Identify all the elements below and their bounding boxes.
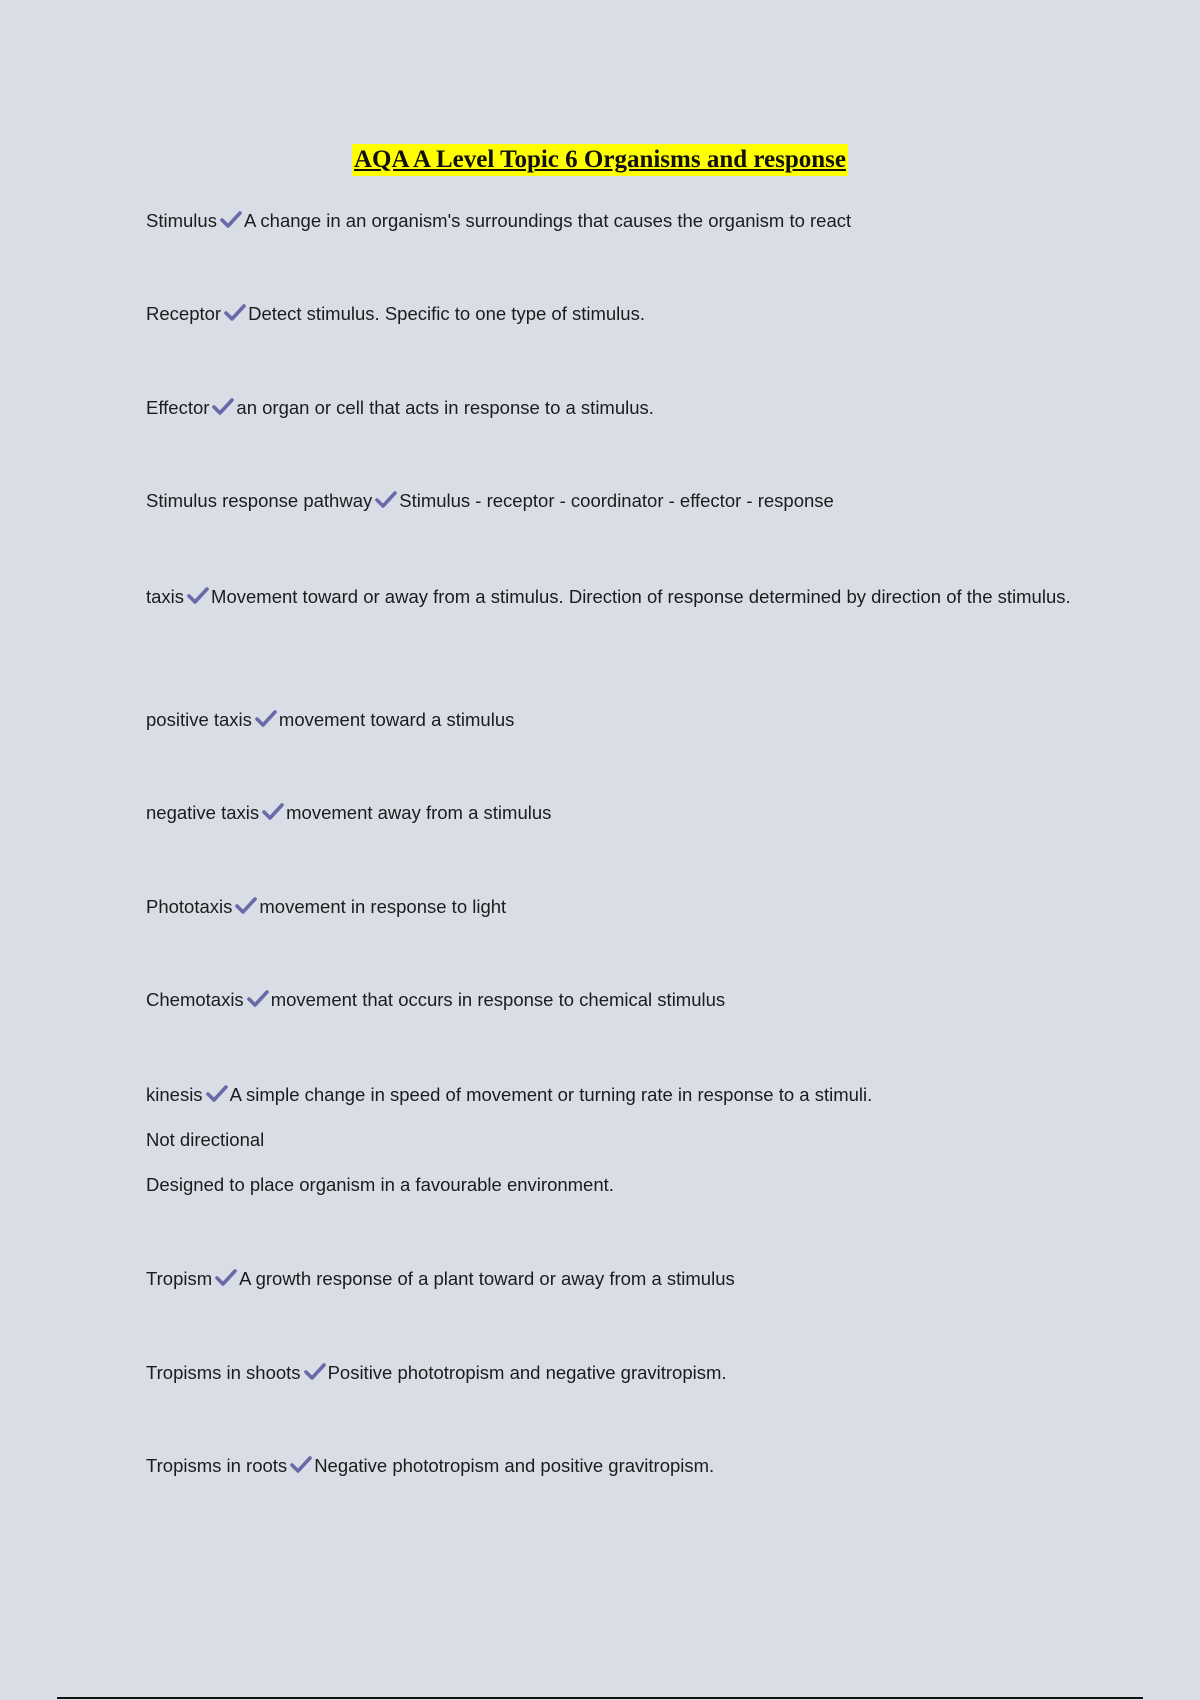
check-mark-icon [247, 990, 269, 1008]
entry-extra-line: Not directional [146, 1129, 265, 1150]
check-mark-icon [187, 587, 209, 605]
entry-definition: movement toward a stimulus [278, 709, 515, 730]
footer-divider [57, 1697, 1143, 1699]
entry-term: Tropisms in shoots [146, 1362, 301, 1383]
definition-entry-phototaxis [146, 893, 1076, 921]
definition-entry-taxis [146, 583, 1076, 611]
entry-term: Tropism [146, 1268, 213, 1289]
entry-term: Effector [146, 397, 210, 418]
check-mark-icon [304, 1363, 326, 1381]
entry-definition: Movement toward or away from a stimulus. Direction of response determined by direction of the stimulus. [211, 586, 1071, 607]
entry-definition: Positive phototropism and negative gravitropism. [327, 1362, 727, 1383]
entry-definition: movement in response to light [259, 896, 507, 917]
entry-term: Stimulus response pathway [146, 490, 373, 511]
entry-definition: movement away from a stimulus [286, 802, 552, 823]
definition-entry-receptor [146, 300, 1076, 328]
definition-entry-kinesis [146, 1081, 1076, 1199]
entry-extra-line: Designed to place organism in a favourable environment. [146, 1174, 614, 1195]
entry-term: negative taxis [146, 802, 260, 823]
definition-entry-tropisms-in-roots [146, 1452, 1076, 1480]
check-mark-icon [220, 211, 242, 229]
document-title: AQA A Level Topic 6 Organisms and response [352, 144, 848, 176]
entry-term: Tropisms in roots [146, 1455, 288, 1476]
definition-entry-negative-taxis [146, 799, 1076, 827]
definition-entry-stimulus-response-pathway [146, 487, 1076, 515]
check-mark-icon [290, 1456, 312, 1474]
check-mark-icon [212, 398, 234, 416]
entry-definition: Detect stimulus. Specific to one type of stimulus. [248, 303, 645, 324]
check-mark-icon [235, 897, 257, 915]
entry-definition: Stimulus - receptor - coordinator - effector - response [399, 490, 834, 511]
check-mark-icon [262, 803, 284, 821]
entry-term: Chemotaxis [146, 989, 244, 1010]
definition-entry-chemotaxis [146, 986, 1076, 1014]
definition-entry-positive-taxis [146, 706, 1076, 734]
definition-entry-effector [146, 394, 1076, 422]
entry-definition: Negative phototropism and positive gravitropism. [314, 1455, 715, 1476]
entry-definition: A growth response of a plant toward or away from a stimulus [239, 1268, 735, 1289]
check-mark-icon [255, 710, 277, 728]
entry-term: Phototaxis [146, 896, 233, 917]
check-mark-icon [215, 1269, 237, 1287]
entry-term: Stimulus [146, 210, 217, 231]
entry-term: positive taxis [146, 709, 252, 730]
check-mark-icon [375, 491, 397, 509]
definition-entry-tropism [146, 1265, 1076, 1293]
entry-term: taxis [146, 586, 185, 607]
entry-term: Receptor [146, 303, 222, 324]
definition-entry-tropisms-in-shoots [146, 1359, 1076, 1387]
check-mark-icon [224, 304, 246, 322]
definition-entry-stimulus [146, 207, 1076, 235]
check-mark-icon [206, 1085, 228, 1103]
entry-definition: movement that occurs in response to chemical stimulus [270, 989, 726, 1010]
entry-definition: A simple change in speed of movement or turning rate in response to a stimuli. [229, 1084, 873, 1105]
entry-definition: A change in an organism's surroundings that causes the organism to react [243, 210, 852, 231]
entry-definition: an organ or cell that acts in response to a stimulus. [236, 397, 654, 418]
entry-term: kinesis [146, 1084, 203, 1105]
title-container [0, 144, 1200, 176]
